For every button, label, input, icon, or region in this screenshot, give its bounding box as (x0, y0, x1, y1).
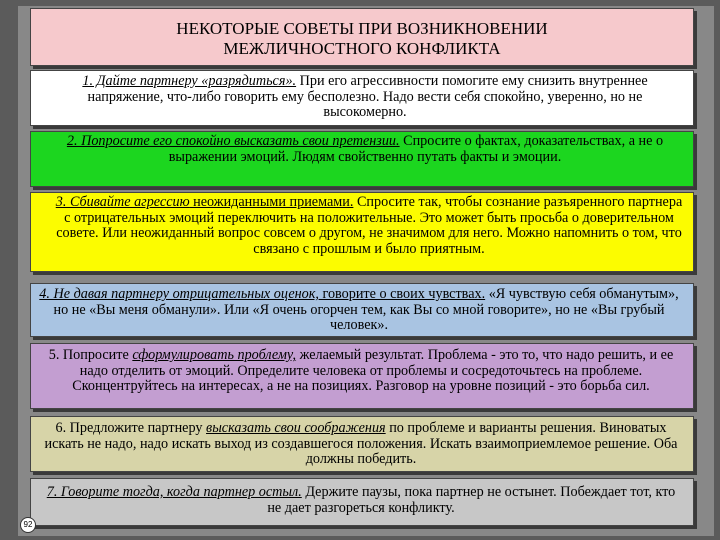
tip-5-pre: 5. Попросите (48, 347, 133, 363)
title-line-2: МЕЖЛИЧНОСТНОГО КОНФЛИКТА (223, 39, 501, 58)
tip-4 (30, 283, 694, 337)
tip-2 (30, 131, 694, 187)
tip-7 (30, 478, 694, 526)
tip-6-lead: высказать свои соображения (206, 420, 386, 436)
tip-5-text: желаемый результат. Проблема - это то, что надо решить, и ее надо отделить от эмоций. Определите человека от проблемы и сосредоточьтесь на проблеме. Сконцентруйтесь на интересах, а не на позициях. Разговор на уровне позиций - это борьба сил. (72, 347, 674, 394)
tip-7-lead: 7. Говорите тогда, когда партнер остыл. (46, 484, 302, 500)
tip-1-text: При его агрессивности помогите ему снизить внутреннее напряжение, что-либо говорить ему бесполезно. Надо вести себя спокойно, уверенно, но не высокомерно. (87, 73, 648, 120)
tip-6-pre: 6. Предложите партнеру (55, 420, 207, 436)
tip-3-lead: 3. Сбивайте агрессию (55, 194, 190, 210)
tip-2-text: Спросите о фактах, доказательствах, а не о выражении эмоций. Людям свойственно путать факты и эмоции. (168, 133, 664, 165)
tip-4-text: «Я чувствую себя обманутым», но не «Вы меня обманули». Или «Я очень огорчен тем, как Вы со мной говорите», но не «Вы грубый человек». (53, 286, 679, 333)
page-title (30, 8, 694, 66)
tip-4-lead: 4. Не давая партнеру отрицательных оценок, (39, 286, 319, 302)
tip-7-text: Держите паузы, пока партнер не остынет. Побеждает тот, кто не дает разгореться конфликту. (267, 484, 676, 516)
tip-6 (30, 416, 694, 472)
page-number: 92 (20, 517, 36, 533)
tip-6-text: по проблеме и варианты решения. Виноватых искать не надо, надо искать выход из создавшегося положения. Искать взаимоприемлемое решение. Оба должны победить. (44, 420, 678, 467)
tip-5-lead: сформулировать проблему, (132, 347, 297, 363)
title-line-1: НЕКОТОРЫЕ СОВЕТЫ ПРИ ВОЗНИКНОВЕНИИ (176, 19, 548, 38)
tip-3 (30, 192, 694, 272)
tip-2-lead: 2. Попросите его спокойно высказать свои претензии. (66, 133, 400, 149)
tip-1-lead: 1. Дайте партнеру «разрядиться». (82, 73, 297, 89)
tip-1 (30, 70, 694, 126)
tip-5 (30, 343, 694, 409)
tip-4-lead-2: говорите о своих чувствах. (318, 286, 486, 302)
tip-3-text: Спросите так, чтобы сознание разъяренного партнера с отрицательных эмоций переключить на положительные. Это может быть просьба о доверительном совете. Или неожиданный вопрос совсем о другом, не значимом для него. Можно напомнить о том, что связано с прошлым и было приятным. (56, 194, 683, 257)
tip-3-lead-2: неожиданными приемами. (189, 194, 354, 210)
